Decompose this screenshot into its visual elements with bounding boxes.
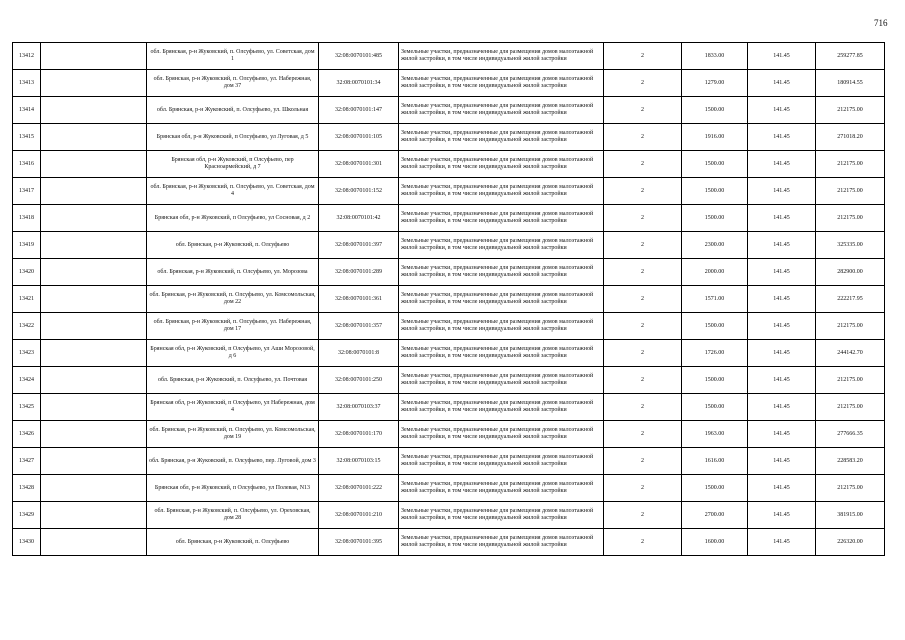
area-cell: 1833.00	[682, 43, 748, 70]
area-cell: 1500.00	[682, 475, 748, 502]
area-cell: 1616.00	[682, 448, 748, 475]
table-row	[13, 151, 885, 178]
cadastral-value-cell: 212175.00	[816, 367, 885, 394]
land-use-cell: Земельные участки, предназначенные для размещения домов малоэтажной жилой застройки, в том числе индивидуальной жилой застройки	[399, 502, 604, 529]
cadastral-value-cell: 271018.20	[816, 124, 885, 151]
address-cell: Брянская обл, р-н Жуковский, п Олсуфьево, ул Аши Морозовой, д 6	[147, 340, 319, 367]
category-cell: 2	[604, 151, 682, 178]
land-use-cell: Земельные участки, предназначенные для размещения домов малоэтажной жилой застройки, в том числе индивидуальной жилой застройки	[399, 124, 604, 151]
category-cell: 2	[604, 124, 682, 151]
specific-value-cell: 141.45	[748, 70, 816, 97]
cadastral-value-cell: 212175.00	[816, 475, 885, 502]
empty-column	[41, 124, 147, 151]
specific-value-cell: 141.45	[748, 448, 816, 475]
category-cell: 2	[604, 232, 682, 259]
land-use-cell: Земельные участки, предназначенные для размещения домов малоэтажной жилой застройки, в том числе индивидуальной жилой застройки	[399, 151, 604, 178]
table-row	[13, 232, 885, 259]
specific-value-cell: 141.45	[748, 529, 816, 556]
land-use-cell: Земельные участки, предназначенные для размещения домов малоэтажной жилой застройки, в том числе индивидуальной жилой застройки	[399, 232, 604, 259]
area-cell: 2700.00	[682, 502, 748, 529]
address-cell: Брянская обл, р-н Жуковский, п Олсуфьево, ул Набережная, дом 4	[147, 394, 319, 421]
address-cell: обл. Брянская, р-н Жуковский, п. Олсуфьево, ул. Ореховская, дом 28	[147, 502, 319, 529]
category-cell: 2	[604, 97, 682, 124]
specific-value-cell: 141.45	[748, 286, 816, 313]
row-number: 13430	[13, 529, 41, 556]
row-number: 13418	[13, 205, 41, 232]
table-row	[13, 97, 885, 124]
cadastral-number-cell: 32:08:0070101:361	[319, 286, 399, 313]
address-cell: обл. Брянская, р-н Жуковский, п. Олсуфьево	[147, 232, 319, 259]
specific-value-cell: 141.45	[748, 340, 816, 367]
land-use-cell: Земельные участки, предназначенные для размещения домов малоэтажной жилой застройки, в том числе индивидуальной жилой застройки	[399, 178, 604, 205]
cadastral-value-table	[12, 42, 885, 556]
area-cell: 1279.00	[682, 70, 748, 97]
row-number: 13416	[13, 151, 41, 178]
address-cell: обл. Брянская, р-н Жуковский, п. Олсуфьево, ул. Школьная	[147, 97, 319, 124]
row-number: 13417	[13, 178, 41, 205]
cadastral-number-cell: 32:08:0070101:8	[319, 340, 399, 367]
cadastral-number-cell: 32:08:0070101:105	[319, 124, 399, 151]
land-use-cell: Земельные участки, предназначенные для размещения домов малоэтажной жилой застройки, в том числе индивидуальной жилой застройки	[399, 448, 604, 475]
specific-value-cell: 141.45	[748, 475, 816, 502]
category-cell: 2	[604, 475, 682, 502]
empty-column	[41, 178, 147, 205]
table-row	[13, 43, 885, 70]
table-row	[13, 124, 885, 151]
empty-column	[41, 529, 147, 556]
table-row	[13, 394, 885, 421]
cadastral-number-cell: 32:08:0070103:15	[319, 448, 399, 475]
category-cell: 2	[604, 178, 682, 205]
address-cell: обл. Брянская, р-н Жуковский, п. Олсуфьево, ул. Комсомольская, дом 19	[147, 421, 319, 448]
cadastral-number-cell: 32:08:0070101:395	[319, 529, 399, 556]
land-use-cell: Земельные участки, предназначенные для размещения домов малоэтажной жилой застройки, в том числе индивидуальной жилой застройки	[399, 313, 604, 340]
address-cell: Брянская обл, р-н Жуковский, п Олсуфьево, ул Полевая, N13	[147, 475, 319, 502]
cadastral-number-cell: 32:08:0070101:222	[319, 475, 399, 502]
specific-value-cell: 141.45	[748, 43, 816, 70]
cadastral-number-cell: 32:08:0070101:147	[319, 97, 399, 124]
category-cell: 2	[604, 421, 682, 448]
cadastral-number-cell: 32:08:0070103:37	[319, 394, 399, 421]
cadastral-value-cell: 212175.00	[816, 151, 885, 178]
page-number: 716	[874, 18, 888, 28]
address-cell: обл. Брянская, р-н Жуковский, п. Олсуфьево, ул. Комсомольская, дом 22	[147, 286, 319, 313]
table-row	[13, 259, 885, 286]
specific-value-cell: 141.45	[748, 502, 816, 529]
area-cell: 1500.00	[682, 205, 748, 232]
category-cell: 2	[604, 529, 682, 556]
category-cell: 2	[604, 70, 682, 97]
empty-column	[41, 313, 147, 340]
category-cell: 2	[604, 286, 682, 313]
empty-column	[41, 421, 147, 448]
land-use-cell: Земельные участки, предназначенные для размещения домов малоэтажной жилой застройки, в том числе индивидуальной жилой застройки	[399, 70, 604, 97]
cadastral-number-cell: 32:08:0070101:397	[319, 232, 399, 259]
empty-column	[41, 502, 147, 529]
land-use-cell: Земельные участки, предназначенные для размещения домов малоэтажной жилой застройки, в том числе индивидуальной жилой застройки	[399, 421, 604, 448]
land-use-cell: Земельные участки, предназначенные для размещения домов малоэтажной жилой застройки, в том числе индивидуальной жилой застройки	[399, 475, 604, 502]
specific-value-cell: 141.45	[748, 313, 816, 340]
empty-column	[41, 475, 147, 502]
address-cell: Брянская обл, р-н Жуковский, п Олсуфьево, ул Луговая, д 5	[147, 124, 319, 151]
empty-column	[41, 43, 147, 70]
cadastral-number-cell: 32:08:0070101:34	[319, 70, 399, 97]
land-use-cell: Земельные участки, предназначенные для размещения домов малоэтажной жилой застройки, в том числе индивидуальной жилой застройки	[399, 97, 604, 124]
cadastral-value-cell: 244142.70	[816, 340, 885, 367]
cadastral-value-cell: 381915.00	[816, 502, 885, 529]
cadastral-number-cell: 32:08:0070101:170	[319, 421, 399, 448]
area-cell: 1571.00	[682, 286, 748, 313]
row-number: 13429	[13, 502, 41, 529]
area-cell: 1500.00	[682, 367, 748, 394]
land-use-cell: Земельные участки, предназначенные для размещения домов малоэтажной жилой застройки, в том числе индивидуальной жилой застройки	[399, 340, 604, 367]
empty-column	[41, 394, 147, 421]
specific-value-cell: 141.45	[748, 421, 816, 448]
specific-value-cell: 141.45	[748, 232, 816, 259]
category-cell: 2	[604, 367, 682, 394]
address-cell: обл. Брянская, р-н Жуковский, п. Олсуфьево, ул. Морозова	[147, 259, 319, 286]
empty-column	[41, 340, 147, 367]
row-number: 13415	[13, 124, 41, 151]
empty-column	[41, 367, 147, 394]
row-number: 13419	[13, 232, 41, 259]
row-number: 13420	[13, 259, 41, 286]
cadastral-value-cell: 212175.00	[816, 205, 885, 232]
area-cell: 2000.00	[682, 259, 748, 286]
row-number: 13414	[13, 97, 41, 124]
table-row	[13, 205, 885, 232]
category-cell: 2	[604, 43, 682, 70]
address-cell: обл. Брянская, р-н Жуковский, п. Олсуфьево, ул. Советская, дом 1	[147, 43, 319, 70]
address-cell: обл. Брянская, р-н Жуковский, п. Олсуфьево, ул. Почтовая	[147, 367, 319, 394]
table-row	[13, 502, 885, 529]
empty-column	[41, 97, 147, 124]
table-row	[13, 178, 885, 205]
table-row	[13, 475, 885, 502]
row-number: 13425	[13, 394, 41, 421]
land-use-cell: Земельные участки, предназначенные для размещения домов малоэтажной жилой застройки, в том числе индивидуальной жилой застройки	[399, 529, 604, 556]
cadastral-value-cell: 226320.00	[816, 529, 885, 556]
category-cell: 2	[604, 502, 682, 529]
cadastral-value-cell: 222217.95	[816, 286, 885, 313]
area-cell: 1500.00	[682, 97, 748, 124]
address-cell: обл. Брянская, р-н Жуковский, п. Олсуфьево, ул. Набережная, дом 17	[147, 313, 319, 340]
row-number: 13422	[13, 313, 41, 340]
row-number: 13421	[13, 286, 41, 313]
specific-value-cell: 141.45	[748, 367, 816, 394]
empty-column	[41, 151, 147, 178]
row-number: 13428	[13, 475, 41, 502]
cadastral-number-cell: 32:08:0070101:301	[319, 151, 399, 178]
area-cell: 1500.00	[682, 151, 748, 178]
category-cell: 2	[604, 259, 682, 286]
land-use-cell: Земельные участки, предназначенные для размещения домов малоэтажной жилой застройки, в том числе индивидуальной жилой застройки	[399, 367, 604, 394]
table-row	[13, 70, 885, 97]
cadastral-number-cell: 32:08:0070101:289	[319, 259, 399, 286]
table-row	[13, 529, 885, 556]
empty-column	[41, 259, 147, 286]
cadastral-value-cell: 259277.85	[816, 43, 885, 70]
table-row	[13, 367, 885, 394]
row-number: 13427	[13, 448, 41, 475]
address-cell: обл. Брянская, р-н Жуковский, п. Олсуфьево	[147, 529, 319, 556]
cadastral-number-cell: 32:08:0070101:152	[319, 178, 399, 205]
cadastral-number-cell: 32:08:0070101:250	[319, 367, 399, 394]
category-cell: 2	[604, 313, 682, 340]
area-cell: 1500.00	[682, 394, 748, 421]
specific-value-cell: 141.45	[748, 178, 816, 205]
land-use-cell: Земельные участки, предназначенные для размещения домов малоэтажной жилой застройки, в том числе индивидуальной жилой застройки	[399, 205, 604, 232]
address-cell: Брянская обл, р-н Жуковский, п Олсуфьево, пер Красноармейский, д 7	[147, 151, 319, 178]
table-row	[13, 448, 885, 475]
row-number: 13424	[13, 367, 41, 394]
category-cell: 2	[604, 448, 682, 475]
table-row	[13, 340, 885, 367]
cadastral-number-cell: 32:08:0070101:357	[319, 313, 399, 340]
category-cell: 2	[604, 340, 682, 367]
specific-value-cell: 141.45	[748, 259, 816, 286]
cadastral-value-cell: 212175.00	[816, 394, 885, 421]
cadastral-value-cell: 212175.00	[816, 97, 885, 124]
cadastral-number-cell: 32:08:0070101:210	[319, 502, 399, 529]
category-cell: 2	[604, 205, 682, 232]
empty-column	[41, 205, 147, 232]
table-row	[13, 421, 885, 448]
specific-value-cell: 141.45	[748, 205, 816, 232]
area-cell: 1963.00	[682, 421, 748, 448]
empty-column	[41, 286, 147, 313]
address-cell: обл. Брянская, р-н Жуковский, п. Олсуфьево, пер. Луговой, дом 3	[147, 448, 319, 475]
area-cell: 1916.00	[682, 124, 748, 151]
specific-value-cell: 141.45	[748, 151, 816, 178]
land-use-cell: Земельные участки, предназначенные для размещения домов малоэтажной жилой застройки, в том числе индивидуальной жилой застройки	[399, 43, 604, 70]
land-use-cell: Земельные участки, предназначенные для размещения домов малоэтажной жилой застройки, в том числе индивидуальной жилой застройки	[399, 286, 604, 313]
area-cell: 1500.00	[682, 178, 748, 205]
area-cell: 2300.00	[682, 232, 748, 259]
cadastral-value-cell: 282900.00	[816, 259, 885, 286]
area-cell: 1500.00	[682, 313, 748, 340]
land-use-cell: Земельные участки, предназначенные для размещения домов малоэтажной жилой застройки, в том числе индивидуальной жилой застройки	[399, 394, 604, 421]
address-cell: обл. Брянская, р-н Жуковский, п. Олсуфьево, ул. Набережная, дом 37	[147, 70, 319, 97]
table-row	[13, 313, 885, 340]
land-use-cell: Земельные участки, предназначенные для размещения домов малоэтажной жилой застройки, в том числе индивидуальной жилой застройки	[399, 259, 604, 286]
row-number: 13413	[13, 70, 41, 97]
area-cell: 1726.00	[682, 340, 748, 367]
empty-column	[41, 232, 147, 259]
specific-value-cell: 141.45	[748, 124, 816, 151]
row-number: 13426	[13, 421, 41, 448]
cadastral-number-cell: 32:08:0070101:485	[319, 43, 399, 70]
cadastral-value-cell: 212175.00	[816, 313, 885, 340]
table-row	[13, 286, 885, 313]
cadastral-number-cell: 32:08:0070101:42	[319, 205, 399, 232]
cadastral-value-cell: 212175.00	[816, 178, 885, 205]
empty-column	[41, 70, 147, 97]
address-cell: обл. Брянская, р-н Жуковский, п. Олсуфьево, ул. Советская, дом 4	[147, 178, 319, 205]
area-cell: 1600.00	[682, 529, 748, 556]
empty-column	[41, 448, 147, 475]
row-number: 13412	[13, 43, 41, 70]
row-number: 13423	[13, 340, 41, 367]
category-cell: 2	[604, 394, 682, 421]
cadastral-value-cell: 277666.35	[816, 421, 885, 448]
table-body	[13, 43, 885, 556]
address-cell: Брянская обл, р-н Жуковский, п Олсуфьево, ул Сосновая, д 2	[147, 205, 319, 232]
cadastral-value-cell: 325335.00	[816, 232, 885, 259]
specific-value-cell: 141.45	[748, 394, 816, 421]
cadastral-value-cell: 228583.20	[816, 448, 885, 475]
specific-value-cell: 141.45	[748, 97, 816, 124]
cadastral-value-cell: 180914.55	[816, 70, 885, 97]
